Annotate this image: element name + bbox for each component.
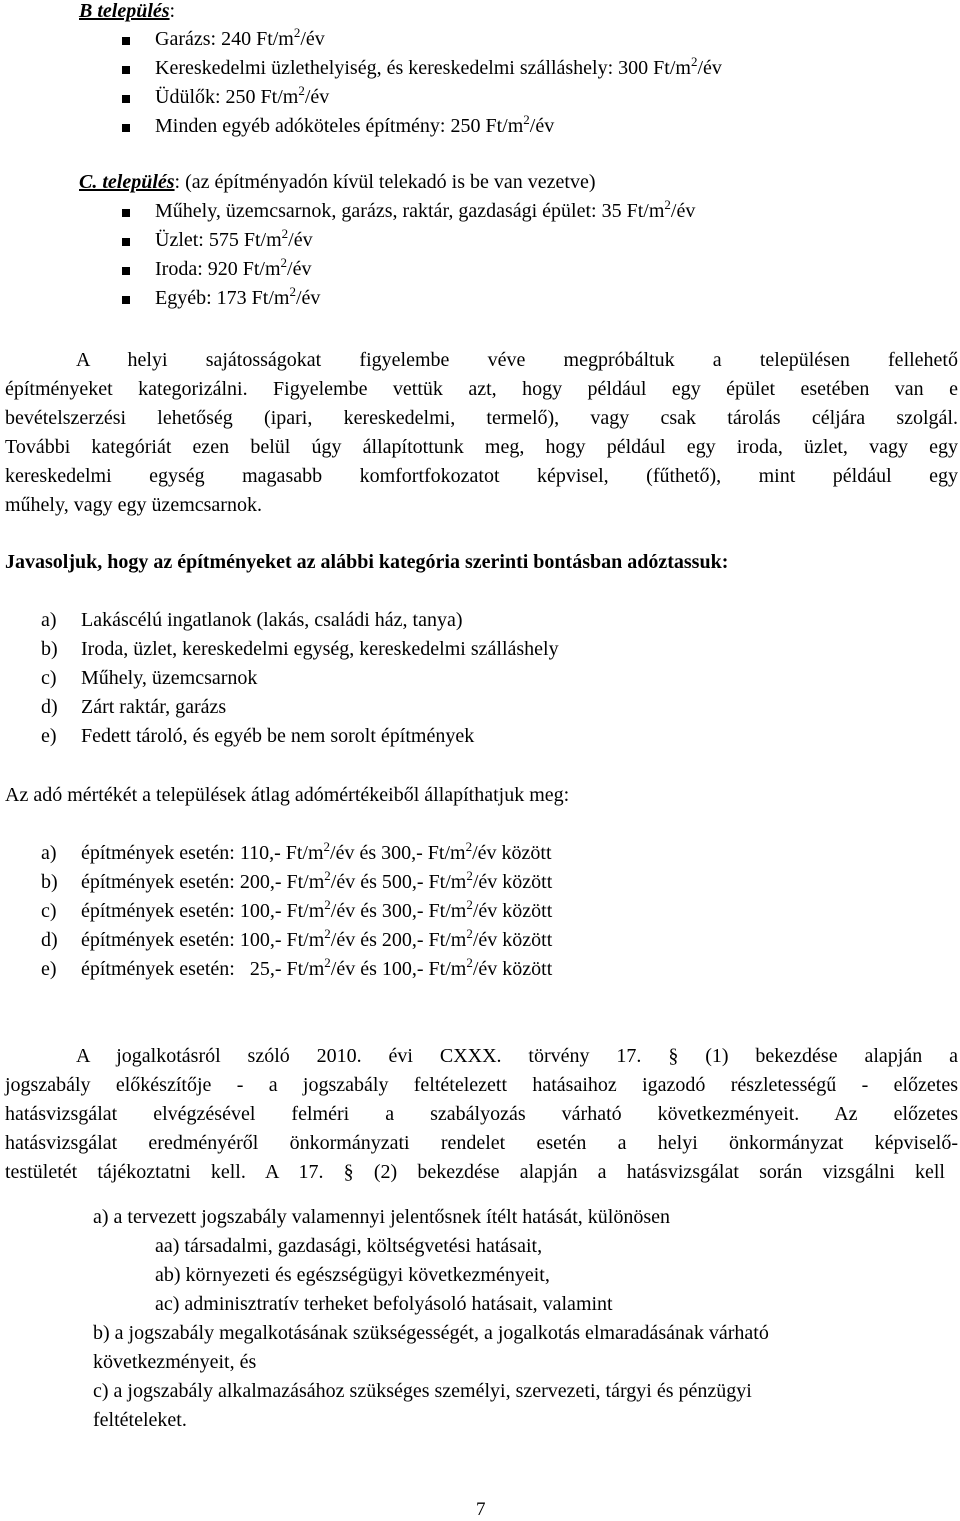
- section-c-item: Iroda: 920 $Ft/m^2/év$: [155, 255, 312, 280]
- bullet-icon: [122, 238, 130, 246]
- bullet-icon: [122, 296, 130, 304]
- paragraph-line: A helyi sajátosságokat figyelembe véve megpróbáltuk a településen fellehető: [76, 349, 958, 371]
- impact-item: b) a jogszabály megalkotásának szükségességét, a jogalkotás elmaradásának várható: [93, 1322, 769, 1344]
- bullet-icon: [122, 209, 130, 217]
- paragraph-line: További kategóriát ezen belül úgy állapítottunk meg, hogy például egy iroda, üzlet, vagy egy: [5, 436, 958, 458]
- section-b-item: Minden egyéb adóköteles építmény: 250 $Ft/m^2/év$: [155, 112, 555, 137]
- impact-item: a) a tervezett jogszabály valamennyi jelentősnek ítélt hatását, különösen: [93, 1206, 671, 1228]
- impact-item: c) a jogszabály alkalmazásához szükséges személyi, szervezeti, tárgyi és pénzügyi: [93, 1380, 752, 1402]
- page-number: 7: [476, 1499, 486, 1520]
- proposal-heading: Javasoljuk, hogy az építményeket az alábbi kategória szerinti bontásban adóztassuk:: [5, 551, 729, 573]
- paragraph-line: hatásvizsgálat eredményéről önkormányzati rendelet esetén a helyi önkormányzat képviselő-: [5, 1132, 958, 1154]
- section-c-item: Műhely, üzemcsarnok, garázs, raktár, gazdasági épület: 35 $Ft/m^2/év$: [155, 197, 696, 222]
- paragraph-line: A jogalkotásról szóló 2010. évi CXXX. törvény 17. § (1) bekezdése alapján a: [76, 1045, 958, 1067]
- section-c-item: Egyéb: 173 $Ft/m^2/év$: [155, 284, 321, 309]
- bullet-icon: [122, 267, 130, 275]
- paragraph-line: bevételszerzési lehetőség (ipari, kereskedelmi, termelő), vagy csak tárolás céljára szolgál.: [5, 407, 958, 429]
- rate-item: a) építmények esetén: 110,- $Ft/m^2/év$ és 300,- $Ft/m^2/év$ között: [41, 839, 552, 864]
- impact-subitem: aa) társadalmi, gazdasági, költségvetési hatásait,: [155, 1235, 543, 1257]
- paragraph-line: hatásvizsgálat elvégzésével felméri a szabályozás várható következményeit. Az előzetes: [5, 1103, 958, 1125]
- paragraph-line: kereskedelmi egység magasabb komfortfokozatot képvisel, (fűthető), mint például egy: [5, 465, 958, 487]
- impact-subitem: ac) adminisztratív terheket befolyásoló hatásait, valamint: [155, 1293, 613, 1315]
- section-b-heading: B település:: [79, 0, 176, 22]
- section-b-item: Üdülők: 250 $Ft/m^2/év$: [155, 83, 330, 108]
- impact-item: feltételeket.: [93, 1409, 187, 1431]
- paragraph-line: jogszabály előkészítője - a jogszabály feltételezett hatásaihoz igazodó részletességű - előzetes: [5, 1074, 958, 1096]
- section-c-item: Üzlet: 575 $Ft/m^2/év$: [155, 226, 313, 251]
- rate-item: e) építmények esetén: 25,- $Ft/m^2/év$ és 100,- $Ft/m^2/év$ között: [41, 955, 553, 980]
- paragraph-line: testületét tájékoztatni kell. A 17. § (2) bekezdése alapján a hatásvizsgálat során vizsgálni kell: [5, 1161, 945, 1183]
- impact-item: következményeit, és: [93, 1351, 257, 1373]
- rate-item: c) építmények esetén: 100,- $Ft/m^2/év$ és 300,- $Ft/m^2/év$ között: [41, 897, 553, 922]
- rates-heading: Az adó mértékét a települések átlag adómértékeiből állapíthatjuk meg:: [5, 784, 570, 806]
- category-item: c) Műhely, üzemcsarnok: [41, 667, 258, 689]
- rate-item: b) építmények esetén: 200,- $Ft/m^2/év$ és 500,- $Ft/m^2/év$ között: [41, 868, 553, 893]
- bullet-icon: [122, 37, 130, 45]
- bullet-icon: [122, 66, 130, 74]
- rate-item: d) építmények esetén: 100,- $Ft/m^2/év$ és 200,- $Ft/m^2/év$ között: [41, 926, 553, 951]
- category-item: b) Iroda, üzlet, kereskedelmi egység, kereskedelmi szálláshely: [41, 638, 559, 660]
- category-item: e) Fedett tároló, és egyéb be nem sorolt építmények: [41, 725, 475, 747]
- paragraph-line: műhely, vagy egy üzemcsarnok.: [5, 494, 262, 516]
- section-b-item: Kereskedelmi üzlethelyiség, és kereskedelmi szálláshely: 300 $Ft/m^2/év$: [155, 54, 722, 79]
- paragraph-line: építményeket kategorizálni. Figyelembe vettük azt, hogy például egy épület esetében van e: [5, 378, 958, 400]
- category-item: a) Lakáscélú ingatlanok (lakás, családi ház, tanya): [41, 609, 463, 631]
- section-c-heading: C. település: (az építményadón kívül telekadó is be van vezetve): [79, 171, 596, 193]
- impact-subitem: ab) környezeti és egészségügyi következményeit,: [155, 1264, 550, 1286]
- section-b-item: Garázs: 240 $Ft/m^2/év$: [155, 25, 325, 50]
- bullet-icon: [122, 124, 130, 132]
- category-item: d) Zárt raktár, garázs: [41, 696, 227, 718]
- bullet-icon: [122, 95, 130, 103]
